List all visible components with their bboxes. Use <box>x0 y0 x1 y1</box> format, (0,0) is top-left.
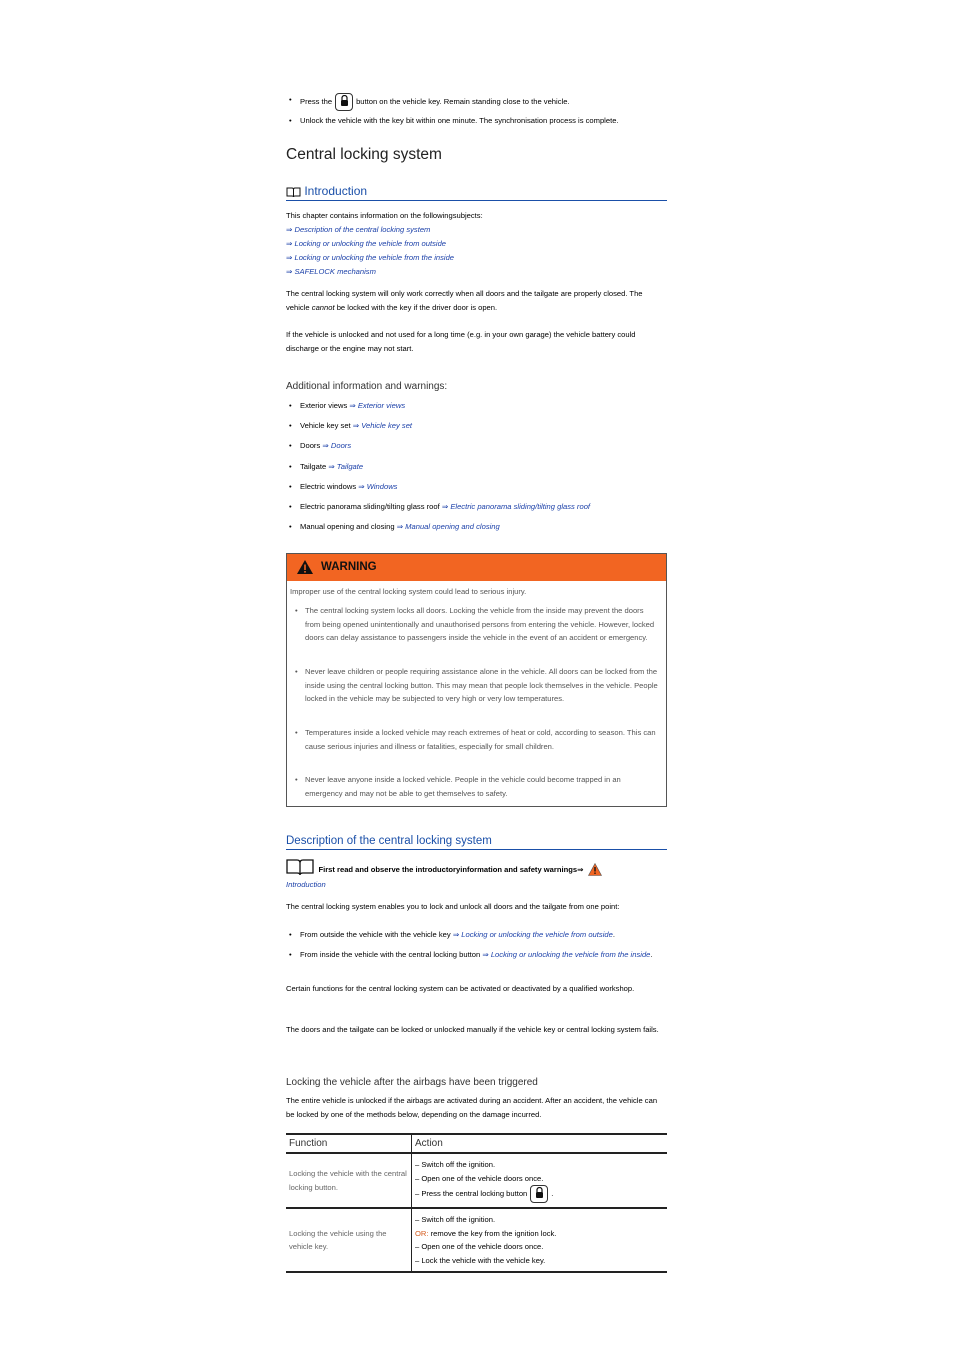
warning-header: WARNING <box>287 554 666 581</box>
lock-key-icon <box>335 93 353 111</box>
warning-item: • Temperatures inside a locked vehicle may reach extremes of heat or cold, according to season. This can cause serious injuries and illness or fatalities, especially for small children. <box>295 728 656 751</box>
link-windows[interactable]: ⇒ Windows <box>358 482 398 491</box>
subjects-intro: This chapter contains information on the followingsubjects: <box>286 211 483 220</box>
table-header-function: Function <box>286 1134 412 1153</box>
warning-lead: Improper use of the central locking system could lead to serious injury. <box>290 587 527 596</box>
list-item: • Electric windows ⇒ Windows <box>289 482 398 491</box>
list-item: • Tailgate ⇒ Tailgate <box>289 462 364 471</box>
paragraph: The central locking system will only work correctly when all doors and the tailgate are properly closed. The vehicle cannot be locked with the key if the driver door is open. <box>286 289 643 312</box>
warning-box <box>286 553 667 807</box>
paragraph: Certain functions for the central locking system can be activated or deactivated by a qualified workshop. <box>286 984 635 993</box>
function-table <box>286 1133 667 1273</box>
paragraph: The entire vehicle is unlocked if the airbags are activated during an accident. After an accident, the vehicle can be locked by one of the methods below, depending on the damage incurred. <box>286 1096 658 1119</box>
link-locking-outside[interactable]: ⇒ Locking or unlocking the vehicle from outside <box>286 239 447 248</box>
list-item: • Doors ⇒ Doors <box>289 441 352 450</box>
warning-item: • The central locking system locks all doors. Locking the vehicle from the inside may prevent the doors from being opened unintentionally and unauthorised persons from entering the vehicle. However, locked doors can delay assistance to passengers inside the vehicle in the event of an accident or emergency. <box>295 606 655 642</box>
book-icon <box>286 187 301 201</box>
list-item: • From outside the vehicle with the vehicle key ⇒ Locking or unlocking the vehicle from outside. <box>289 930 615 939</box>
list-item: • Manual opening and closing ⇒ Manual opening and closing <box>289 522 500 531</box>
table-row: Locking the vehicle with the central locking button. – Switch off the ignition. – Open one of the vehicle doors once. – Press the central locking button . <box>286 1153 667 1208</box>
note: First read and observe the introductoryinformation and safety warnings⇒ <box>286 858 667 881</box>
link-description[interactable]: ⇒ Description of the central locking system <box>286 225 431 234</box>
link-introduction[interactable]: Introduction <box>286 880 326 889</box>
section-heading-description: Description of the central locking system <box>286 835 667 850</box>
warning-icon <box>296 559 314 575</box>
link-locking-inside[interactable]: ⇒ Locking or unlocking the vehicle from the inside <box>286 253 455 262</box>
link-safelock[interactable]: ⇒ SAFELOCK mechanism <box>286 267 376 276</box>
section-heading-introduction: Introduction <box>286 184 667 201</box>
warning-item: • Never leave anyone inside a locked vehicle. People in the vehicle could become trapped in an emergency and may not be able to get themselves to safety. <box>295 775 621 798</box>
paragraph: The doors and the tailgate can be locked or unlocked manually if the vehicle key or central locking system fails. <box>286 1025 659 1034</box>
link-locking-inside[interactable]: ⇒ Locking or unlocking the vehicle from the inside <box>482 950 651 959</box>
page-title: Central locking system <box>286 146 442 163</box>
warning-icon <box>588 863 602 876</box>
link-tailgate[interactable]: ⇒ Tailgate <box>328 462 364 471</box>
link-doors[interactable]: ⇒ Doors <box>322 441 352 450</box>
link-locking-outside[interactable]: ⇒ Locking or unlocking the vehicle from outside <box>452 930 613 939</box>
section-subheading: Additional information and warnings: <box>286 381 448 392</box>
paragraph: The central locking system enables you to lock and unlock all doors and the tailgate from one point: <box>286 902 620 911</box>
list-item: • Unlock the vehicle with the key bit within one minute. The synchronisation process is complete. <box>289 116 619 125</box>
section-subheading: Locking the vehicle after the airbags have been triggered <box>286 1077 538 1088</box>
link-manual-opening[interactable]: ⇒ Manual opening and closing <box>396 522 500 531</box>
warning-item: • Never leave children or people requiring assistance alone in the vehicle. All doors can be locked from the inside using the central locking button. This may mean that people lock themselves in the vehicle. People locked in the vehicle may be subjected to very high or very low temperatures. <box>295 667 658 703</box>
table-row: Locking the vehicle using the vehicle key. – Switch off the ignition. OR: remove the key from the ignition lock. – Open one of the vehicle doors once. – Lock the vehicle with the vehicle key. <box>286 1208 667 1272</box>
link-glass-roof[interactable]: ⇒ Electric panorama sliding/tilting glass roof <box>441 502 591 511</box>
lock-key-icon <box>530 1185 548 1203</box>
list-item: • From inside the vehicle with the central locking button ⇒ Locking or unlocking the vehicle from the inside. <box>289 950 653 959</box>
link-exterior-views[interactable]: ⇒ Exterior views <box>349 401 406 410</box>
list-item: • Vehicle key set ⇒ Vehicle key set <box>289 421 413 430</box>
paragraph: If the vehicle is unlocked and not used for a long time (e.g. in your own garage) the vehicle battery could discharge or the engine may not start. <box>286 330 636 353</box>
list-item: • Electric panorama sliding/tilting glass roof ⇒ Electric panorama sliding/tilting glass roof <box>289 502 591 511</box>
link-vehicle-key-set[interactable]: ⇒ Vehicle key set <box>352 421 413 430</box>
list-item: • Press the button on the vehicle key. Remain standing close to the vehicle. <box>286 93 667 111</box>
list-item: • Exterior views ⇒ Exterior views <box>289 401 406 410</box>
table-header-action: Action <box>412 1134 668 1153</box>
